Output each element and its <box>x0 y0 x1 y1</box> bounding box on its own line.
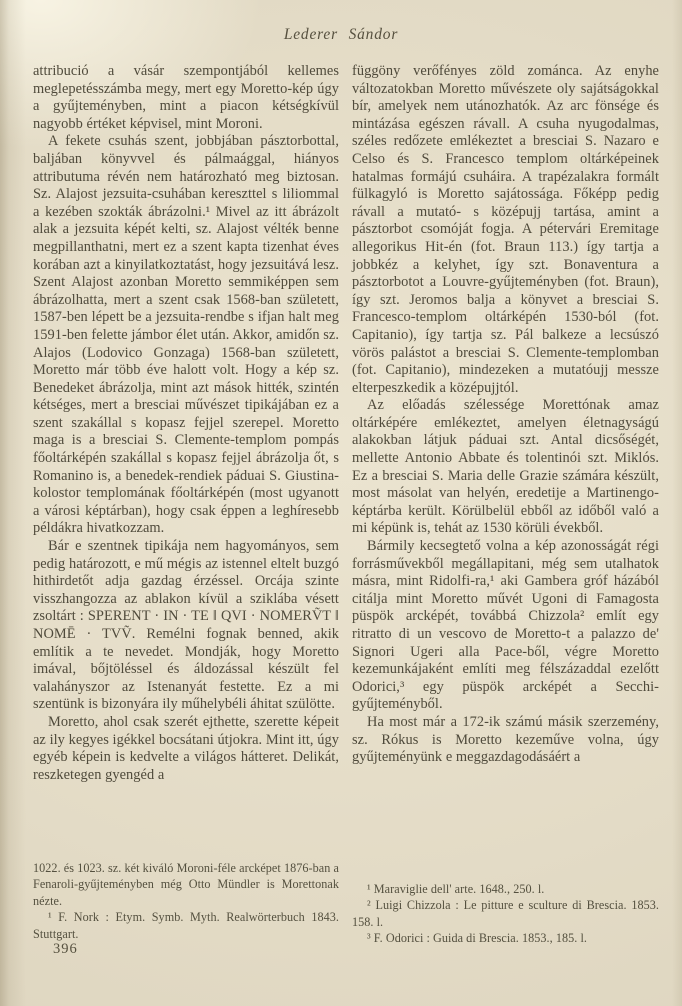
running-title-text: Lederer Sándor <box>283 26 399 43</box>
paragraph: Bármily kecsegtető volna a kép azonosságát régi forrásművekből megállapitani, még sem utalhatok másra, mint Ridolfi-ra,¹ aki Gambera gróf házából citálja mint Moretto művét Ugoni di Famagosta püspök arcképét, továbbá Chizzola² említ egy ritratto di un vescovo de Moretto-t a palazzo de' Signori Ugeri alla Pace-ből, végre Moretto kezemunkájaként említi meg félszázaddal ezelőtt Odorici,³ egy püspök arcképét a Secchi-gyűjteményből. <box>352 538 659 713</box>
paragraph: A fekete csuhás szent, jobbjában pásztorbottal, baljában könyvvel és pálmaággal, hiányos attributuma révén nem határozható meg biztosan. Sz. Alajost jezsuita-csuhában kereszttel s liliommal a kezében szokták ábrázolni.¹ Mivel az itt ábrázolt alak a jezsuita képét kelti, sz. Alajost vélték benne megpillanthatni, mert ez a szent kapta tizenhat éves korában azt a kinyilatkoztatást, hogy jezsuitává lesz. Szent Alajost azonban Moretto semmiképpen sem ábrázolhatta, mert a szent csak 1568-ban született, 1587-ben lépett be a jezsuita-rendbe s ifjan halt meg 1591-ben felette jámbor élet után. Akkor, amidőn sz. Alajos (Lodovico Gonzaga) 1568-ban született, Moretto már több éve halott volt. Hogy a kép sz. Benedeket ábrázolja, mint azt mások hitték, szintén kétséges, mert a bresciai művészet tipikájában ez a szent szakállal s kopasz fejjel szerepel. Moretto maga is a bresciai S. Clemente-templom pompás főoltárképén szakállal s kopasz fejjel ábrázolja őt, s Romanino is, a benedek-rendiek páduai S. Giustina-kolostor templomának főoltárképén (most ugyanott a városi képtárban), hogy csak éppen a leghíresebb példákra hivatkozzam. <box>33 133 339 537</box>
page-number: 396 <box>53 941 78 957</box>
right-footnotes <box>352 881 659 947</box>
paragraph: Moretto, ahol csak szerét ejthette, szerette képeit az ily kegyes igékkel bocsátani útjokra. Mint itt, úgy egyéb képein is kedvelte a világos hátteret. Delikát, reszketegen gyengéd a <box>33 713 339 783</box>
left-footnotes <box>33 860 339 942</box>
running-title <box>0 26 682 44</box>
paragraph: Ha most már a 172-ik számú másik szerzemény, sz. Rókus is Moretto kezeműve volna, úgy gyűjteményünk e meggazdagodásáért a <box>352 713 659 766</box>
footnote: 1022. és 1023. sz. két kiváló Moroni-féle arcképet 1876-ban a Fenaroli-gyűjteményben még Otto Mündler is Morettonak nézte. <box>33 861 339 908</box>
paragraph: függöny verőfényes zöld zománca. Az enyhe változatokban Moretto művészete oly sajátságokkal bír, amelyek nem utánozhatók. Az arc fönsége és mintázása egészen rávall. A csuha nyugodalmas, széles redőzete emlékeztet a bresciai S. Nazaro e Celso és S. Francesco templom oltárképeinek hatalmas formájú csuháira. A trapézalakra formált fülkagyló is Moretto sajátossága. Főképp pedig rávall a mutató- s középujj tartása, amint a pásztorbot csomóját fogja. A pétervári Eremitage allegorikus Hit-én (fot. Braun 113.) így tartja a jobbkéz a kelyhet, így szt. Bonaventura a pásztorbotot a Louvre-gyűjteményben (fot. Braun), így szt. Jeromos balja a könyvet a bresciai S. Francesco-templom oltárképén 1530-ból (fot. Capitanio), így tartja sz. Pál balkeze a lecsúszó vörös palástot a bresciai S. Clemente-templomban (fot. Capitanio), mindezeken a mutatóujj messze elterpeszkedik a középujjtól. <box>352 63 659 396</box>
right-column <box>352 63 659 966</box>
footnote: ¹ F. Nork : Etym. Symb. Myth. Realwörterbuch 1843. Stuttgart. <box>33 910 339 941</box>
paragraph: attribució a vásár szempontjából kellemes meglepetésszámba megy, mert egy Moretto-kép úgy a gyűjteményben, mint a piacon kétségkívül nagyobb értéket képvisel, mint Moroni. <box>33 63 339 132</box>
paragraph: Az előadás szélessége Morettónak amaz oltárképére emlékeztet, amelyen életnagyságú alakokban látjuk páduai szt. Antal dicsőségét, mellette Antonio Abbate és tolentinói szt. Miklós. Ez a bresciai S. Maria delle Grazie számára készült, most másolat van helyén, eredetije a Martinengo-képtárba került. Körülbelül ebből az időből való a mi képünk is, tehát az 1530 körüli évekből. <box>352 397 659 537</box>
footnote: ¹ Maraviglie dell' arte. 1648., 250. l. <box>367 882 545 896</box>
left-column <box>33 63 339 966</box>
paragraph: Bár e szentnek tipikája nem hagyományos, sem pedig határozott, e mű mégis az istennel eltelt buzgó hithirdetőt adja gazdag érzéssel. Orcája szinte visszhangozza az ablakon kívül a sziklába vésett zsoltárt : SPERENT · IN · TE ‖ QVI · NOMERṼT ‖ NOMĒ · TVṼ. Remélni fognak benned, akik említik a te nevedet. Mondják, hogy Moretto imával, bőjtöléssel és áldozással készült fel valahányszor az Istenanyát festette. Ez a mi szentünk is bizonyára ily műhelybéli áhitat szülötte. <box>33 538 339 713</box>
footnote: ² Luigi Chizzola : Le pitture e sculture di Brescia. 1853. 158. l. <box>352 898 659 929</box>
footnote: ³ F. Odorici : Guida di Brescia. 1853., 185. l. <box>367 931 587 946</box>
